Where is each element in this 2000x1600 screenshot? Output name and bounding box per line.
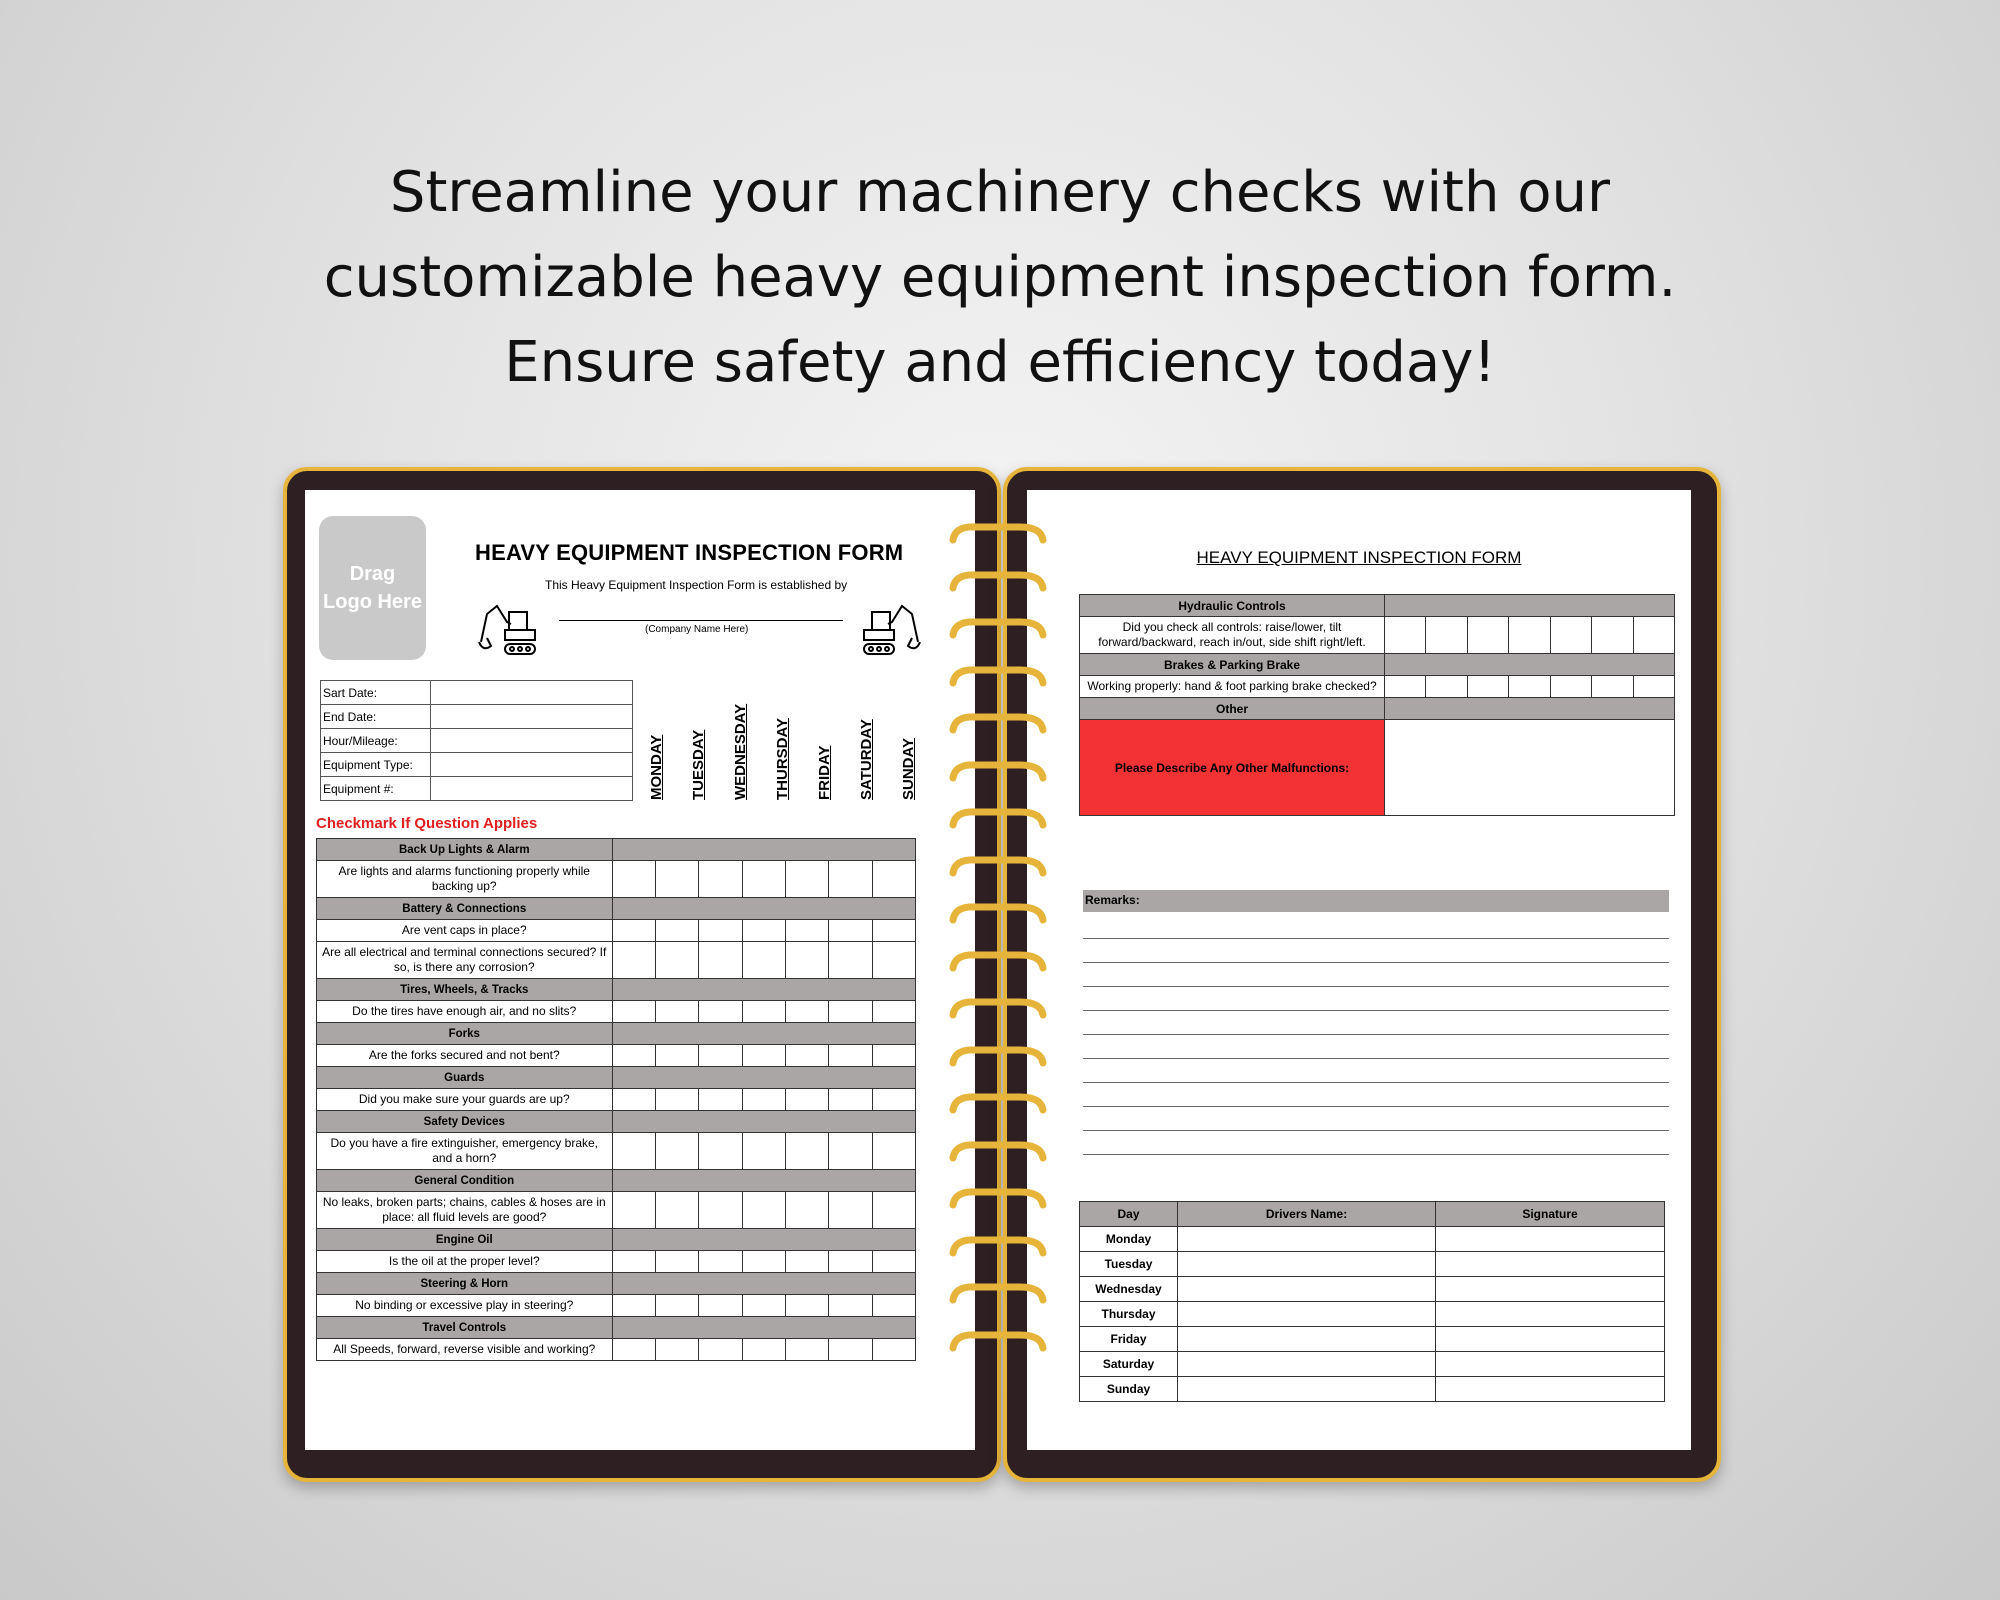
- section-spacer: [612, 839, 915, 861]
- right-page: [1027, 490, 1691, 1450]
- check-box[interactable]: [785, 1192, 828, 1229]
- signature-table: [1079, 1201, 1665, 1402]
- day-header: SUNDAY: [900, 738, 917, 800]
- spiral-coil: [945, 950, 1050, 978]
- check-box[interactable]: [742, 942, 785, 979]
- signature-day: Sunday: [1080, 1377, 1178, 1402]
- check-box[interactable]: [655, 1089, 698, 1111]
- checkmark-title: Checkmark If Question Applies: [316, 815, 538, 832]
- spiral-coil: [945, 1092, 1050, 1120]
- section-spacer: [612, 1317, 915, 1339]
- signature-day: Wednesday: [1080, 1277, 1178, 1302]
- check-box[interactable]: [872, 1251, 915, 1273]
- check-box[interactable]: [829, 1339, 872, 1361]
- signature-header-signature: Signature: [1436, 1202, 1665, 1227]
- signature-day: Saturday: [1080, 1352, 1178, 1377]
- spiral-coil: [945, 522, 1050, 550]
- question-text: Are the forks secured and not bent?: [317, 1045, 613, 1067]
- section-title: Hydraulic Controls: [1080, 595, 1385, 617]
- driver-name-field[interactable]: [1178, 1252, 1436, 1277]
- section-title: Engine Oil: [317, 1229, 613, 1251]
- check-box[interactable]: [1633, 617, 1674, 654]
- excavator-icon-left: [477, 602, 539, 658]
- day-header: SATURDAY: [858, 719, 875, 800]
- inspection-checklist: [316, 838, 916, 1361]
- check-box[interactable]: [612, 920, 655, 942]
- spiral-coil: [945, 665, 1050, 693]
- question-text: Working properly: hand & foot parking brake checked?: [1080, 676, 1385, 698]
- form-subtitle: This Heavy Equipment Inspection Form is established by: [545, 578, 848, 592]
- spiral-coil: [945, 1045, 1050, 1073]
- check-box[interactable]: [612, 1251, 655, 1273]
- spiral-coil: [945, 570, 1050, 598]
- question-text: Are vent caps in place?: [317, 920, 613, 942]
- check-box[interactable]: [872, 1295, 915, 1317]
- check-box[interactable]: [655, 861, 698, 898]
- day-headers: [643, 690, 923, 800]
- remark-line[interactable]: [1083, 986, 1669, 987]
- check-box[interactable]: [1467, 676, 1508, 698]
- check-box[interactable]: [699, 1251, 742, 1273]
- question-text: Do you have a fire extinguisher, emergency brake, and a horn?: [317, 1133, 613, 1170]
- check-box[interactable]: [655, 942, 698, 979]
- info-label: Hour/Mileage:: [321, 729, 431, 753]
- info-value-field[interactable]: [431, 777, 633, 801]
- check-box[interactable]: [785, 920, 828, 942]
- signature-field[interactable]: [1436, 1377, 1665, 1402]
- check-box[interactable]: [829, 1295, 872, 1317]
- driver-name-field[interactable]: [1178, 1277, 1436, 1302]
- check-box[interactable]: [1467, 617, 1508, 654]
- check-box[interactable]: [872, 1133, 915, 1170]
- section-title: Back Up Lights & Alarm: [317, 839, 613, 861]
- check-box[interactable]: [1426, 676, 1467, 698]
- check-box[interactable]: [742, 1089, 785, 1111]
- section-title: Travel Controls: [317, 1317, 613, 1339]
- section-spacer: [612, 1273, 915, 1295]
- headline-line-1: Streamline your machinery checks with our: [389, 160, 1611, 225]
- remark-line[interactable]: [1083, 938, 1669, 939]
- check-box[interactable]: [699, 1133, 742, 1170]
- signature-field[interactable]: [1436, 1302, 1665, 1327]
- spiral-coil: [945, 1282, 1050, 1310]
- info-table: [320, 680, 633, 801]
- form-title: HEAVY EQUIPMENT INSPECTION FORM: [475, 540, 904, 565]
- signature-field[interactable]: [1436, 1277, 1665, 1302]
- section-title: Brakes & Parking Brake: [1080, 654, 1385, 676]
- question-text: Are lights and alarms functioning properly while backing up?: [317, 861, 613, 898]
- check-box[interactable]: [742, 1251, 785, 1273]
- company-name-line[interactable]: [559, 620, 843, 621]
- remark-line[interactable]: [1083, 1034, 1669, 1035]
- check-box[interactable]: [742, 1339, 785, 1361]
- check-box[interactable]: [785, 861, 828, 898]
- info-value-field[interactable]: [431, 681, 633, 705]
- check-box[interactable]: [612, 1045, 655, 1067]
- check-box[interactable]: [872, 1045, 915, 1067]
- check-box[interactable]: [742, 1192, 785, 1229]
- check-box[interactable]: [785, 1251, 828, 1273]
- section-spacer: [612, 1229, 915, 1251]
- right-form-title: HEAVY EQUIPMENT INSPECTION FORM: [1196, 548, 1522, 567]
- check-box[interactable]: [1633, 676, 1674, 698]
- question-text: Is the oil at the proper level?: [317, 1251, 613, 1273]
- spiral-coil: [945, 1235, 1050, 1263]
- check-box[interactable]: [655, 920, 698, 942]
- check-box[interactable]: [1426, 617, 1467, 654]
- check-box[interactable]: [1509, 676, 1550, 698]
- remarks-header: Remarks:: [1083, 890, 1669, 912]
- section-title: General Condition: [317, 1170, 613, 1192]
- check-box[interactable]: [1385, 676, 1426, 698]
- check-box[interactable]: [655, 1045, 698, 1067]
- signature-field[interactable]: [1436, 1352, 1665, 1377]
- check-box[interactable]: [655, 1001, 698, 1023]
- question-text: All Speeds, forward, reverse visible and working?: [317, 1339, 613, 1361]
- spiral-coil: [945, 617, 1050, 645]
- check-box[interactable]: [612, 1089, 655, 1111]
- check-box[interactable]: [829, 920, 872, 942]
- left-page: [305, 490, 975, 1450]
- headline-line-2: customizable heavy equipment inspection form.: [323, 245, 1677, 310]
- driver-name-field[interactable]: [1178, 1327, 1436, 1352]
- check-box[interactable]: [785, 1089, 828, 1111]
- remark-line[interactable]: [1083, 1130, 1669, 1131]
- section-title: Steering & Horn: [317, 1273, 613, 1295]
- check-box[interactable]: [872, 1339, 915, 1361]
- check-box[interactable]: [699, 1295, 742, 1317]
- signature-field[interactable]: [1436, 1327, 1665, 1352]
- check-box[interactable]: [655, 1133, 698, 1170]
- check-box[interactable]: [612, 1339, 655, 1361]
- spiral-coil: [945, 1140, 1050, 1168]
- check-box[interactable]: [699, 1192, 742, 1229]
- check-box[interactable]: [1550, 676, 1591, 698]
- spiral-coil: [945, 760, 1050, 788]
- check-box[interactable]: [742, 1133, 785, 1170]
- spiral-coil: [945, 855, 1050, 883]
- day-header: TUESDAY: [690, 729, 707, 800]
- spiral-coil: [945, 1330, 1050, 1358]
- headline-line-3: Ensure safety and efficiency today!: [504, 330, 1496, 395]
- check-box[interactable]: [655, 1251, 698, 1273]
- check-box[interactable]: [829, 1133, 872, 1170]
- section-spacer: [1385, 595, 1675, 617]
- check-box[interactable]: [612, 861, 655, 898]
- info-label: Equipment Type:: [321, 753, 431, 777]
- check-box[interactable]: [742, 1295, 785, 1317]
- spiral-coil: [945, 997, 1050, 1025]
- check-box[interactable]: [655, 1339, 698, 1361]
- check-box[interactable]: [829, 1001, 872, 1023]
- spiral-coil: [945, 807, 1050, 835]
- section-title-other: Other: [1080, 698, 1385, 720]
- section-title: Battery & Connections: [317, 898, 613, 920]
- check-box[interactable]: [612, 1133, 655, 1170]
- remark-line[interactable]: [1083, 1154, 1669, 1155]
- signature-header-day: Day: [1080, 1202, 1178, 1227]
- logo-placeholder-line-2: Logo Here: [323, 591, 422, 613]
- check-box[interactable]: [785, 1133, 828, 1170]
- info-value-field[interactable]: [431, 753, 633, 777]
- right-checklist: [1079, 594, 1675, 816]
- check-box[interactable]: [829, 1089, 872, 1111]
- remark-line[interactable]: [1083, 1082, 1669, 1083]
- check-box[interactable]: [612, 942, 655, 979]
- spiral-coil: [945, 1187, 1050, 1215]
- check-box[interactable]: [699, 942, 742, 979]
- question-text: Did you make sure your guards are up?: [317, 1089, 613, 1111]
- check-box[interactable]: [1592, 676, 1633, 698]
- check-box[interactable]: [872, 1089, 915, 1111]
- check-box[interactable]: [785, 1339, 828, 1361]
- section-spacer: [612, 1170, 915, 1192]
- driver-name-field[interactable]: [1178, 1352, 1436, 1377]
- malfunctions-label: Please Describe Any Other Malfunctions:: [1080, 720, 1385, 816]
- check-box[interactable]: [785, 1001, 828, 1023]
- driver-name-field[interactable]: [1178, 1302, 1436, 1327]
- question-text: Are all electrical and terminal connections secured? If so, is there any corrosion?: [317, 942, 613, 979]
- headline: [0, 150, 2000, 405]
- logo-placeholder-line-1: Drag: [349, 563, 396, 585]
- section-spacer: [612, 979, 915, 1001]
- info-value-field[interactable]: [431, 729, 633, 753]
- check-box[interactable]: [872, 861, 915, 898]
- check-box[interactable]: [612, 1001, 655, 1023]
- day-header: WEDNESDAY: [732, 703, 749, 800]
- info-label: End Date:: [321, 705, 431, 729]
- section-spacer: [1385, 698, 1675, 720]
- day-header: MONDAY: [648, 734, 665, 800]
- remark-line[interactable]: [1083, 962, 1669, 963]
- check-box[interactable]: [1592, 617, 1633, 654]
- check-box[interactable]: [872, 942, 915, 979]
- check-box[interactable]: [699, 920, 742, 942]
- check-box[interactable]: [655, 1192, 698, 1229]
- spiral-coil: [945, 712, 1050, 740]
- day-header: THURSDAY: [774, 718, 791, 800]
- signature-header-driver: Drivers Name:: [1178, 1202, 1436, 1227]
- check-box[interactable]: [829, 1251, 872, 1273]
- signature-day: Monday: [1080, 1227, 1178, 1252]
- driver-name-field[interactable]: [1178, 1377, 1436, 1402]
- driver-name-field[interactable]: [1178, 1227, 1436, 1252]
- check-box[interactable]: [742, 861, 785, 898]
- check-box[interactable]: [872, 1001, 915, 1023]
- check-box[interactable]: [699, 1045, 742, 1067]
- section-title: Guards: [317, 1067, 613, 1089]
- section-spacer: [1385, 654, 1675, 676]
- remark-line[interactable]: [1083, 1106, 1669, 1107]
- check-box[interactable]: [699, 1339, 742, 1361]
- check-box[interactable]: [612, 1295, 655, 1317]
- section-title: Tires, Wheels, & Tracks: [317, 979, 613, 1001]
- check-box[interactable]: [785, 1295, 828, 1317]
- company-name-label: (Company Name Here): [645, 624, 749, 635]
- spiral-coil: [945, 902, 1050, 930]
- check-box[interactable]: [742, 1001, 785, 1023]
- question-text: Do the tires have enough air, and no slits?: [317, 1001, 613, 1023]
- section-spacer: [612, 1067, 915, 1089]
- check-box[interactable]: [872, 1192, 915, 1229]
- signature-day: Friday: [1080, 1327, 1178, 1352]
- question-text: Did you check all controls: raise/lower, tilt forward/backward, reach in/out, side shift right/left.: [1080, 617, 1385, 654]
- logo-placeholder[interactable]: [319, 516, 426, 660]
- remark-line[interactable]: [1083, 1010, 1669, 1011]
- malfunctions-field[interactable]: [1385, 720, 1675, 816]
- check-box[interactable]: [829, 1045, 872, 1067]
- info-label: Sart Date:: [321, 681, 431, 705]
- check-box[interactable]: [742, 1045, 785, 1067]
- signature-field[interactable]: [1436, 1252, 1665, 1277]
- check-box[interactable]: [699, 861, 742, 898]
- check-box[interactable]: [699, 1089, 742, 1111]
- check-box[interactable]: [699, 1001, 742, 1023]
- excavator-icon-right: [860, 602, 922, 658]
- signature-day: Thursday: [1080, 1302, 1178, 1327]
- check-box[interactable]: [872, 920, 915, 942]
- info-value-field[interactable]: [431, 705, 633, 729]
- section-spacer: [612, 1111, 915, 1133]
- check-box[interactable]: [742, 920, 785, 942]
- section-spacer: [612, 898, 915, 920]
- check-box[interactable]: [655, 1295, 698, 1317]
- check-box[interactable]: [829, 1192, 872, 1229]
- check-box[interactable]: [785, 1045, 828, 1067]
- question-text: No binding or excessive play in steering?: [317, 1295, 613, 1317]
- remark-line[interactable]: [1083, 1058, 1669, 1059]
- signature-day: Tuesday: [1080, 1252, 1178, 1277]
- signature-field[interactable]: [1436, 1227, 1665, 1252]
- section-title: Forks: [317, 1023, 613, 1045]
- info-label: Equipment #:: [321, 777, 431, 801]
- check-box[interactable]: [1550, 617, 1591, 654]
- check-box[interactable]: [1385, 617, 1426, 654]
- section-spacer: [612, 1023, 915, 1045]
- check-box[interactable]: [785, 942, 828, 979]
- day-header: FRIDAY: [816, 745, 833, 800]
- section-title: Safety Devices: [317, 1111, 613, 1133]
- check-box[interactable]: [829, 861, 872, 898]
- question-text: No leaks, broken parts; chains, cables & hoses are in place: all fluid levels are good?: [317, 1192, 613, 1229]
- check-box[interactable]: [612, 1192, 655, 1229]
- check-box[interactable]: [1509, 617, 1550, 654]
- check-box[interactable]: [829, 942, 872, 979]
